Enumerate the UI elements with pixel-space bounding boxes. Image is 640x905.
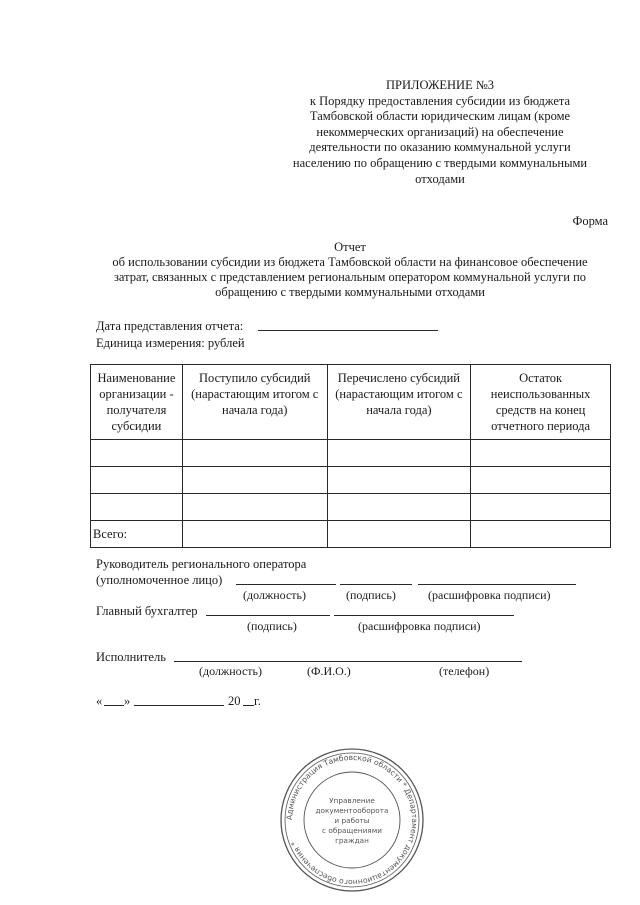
date-open-quote: « (96, 694, 103, 708)
table-cell[interactable] (91, 440, 183, 467)
accountant-caption-decoding: (расшифровка подписи) (358, 619, 481, 633)
head-signature-field[interactable] (340, 584, 412, 585)
header-transferred: Перечислено субсидий (нарастающим итогом с начала года) (327, 365, 471, 440)
appendix-line: к Порядку предоставления субсидии из бюджета (309, 93, 571, 108)
date-close-quote: » (124, 694, 131, 708)
header-organization: Наименование организации - получателя субсидии (91, 365, 183, 440)
appendix-header (290, 78, 590, 187)
table-cell[interactable] (91, 467, 183, 494)
svg-text:документооборота: документооборота (315, 806, 389, 815)
report-date-field[interactable] (258, 330, 438, 331)
head-caption-decoding: (расшифровка подписи) (428, 588, 551, 602)
table-header-row (91, 365, 611, 440)
table-cell[interactable] (327, 467, 471, 494)
table-cell[interactable] (327, 494, 471, 521)
table-cell[interactable] (182, 494, 327, 521)
report-title-line: затрат, связанных с представлением региональным оператором коммунальной услуги по (113, 270, 587, 284)
date-year-field[interactable] (243, 705, 254, 706)
total-cell[interactable] (182, 521, 327, 548)
appendix-line: отходами (415, 171, 465, 186)
accountant-label: Главный бухгалтер (96, 604, 198, 618)
table-cell[interactable] (182, 467, 327, 494)
table-total-row (91, 521, 611, 548)
report-date-label: Дата представления отчета: (96, 319, 244, 333)
head-caption-position: (должность) (243, 588, 306, 602)
report-title-line: об использовании субсидии из бюджета Тамбовской области на финансовое обеспечение (112, 255, 588, 269)
total-cell[interactable] (327, 521, 471, 548)
total-cell[interactable] (471, 521, 611, 548)
table-cell[interactable] (327, 440, 471, 467)
stamp-ring-text: Администрация Тамбовской области * Департамент документационного обеспечения * (284, 752, 420, 888)
table-cell[interactable] (91, 494, 183, 521)
appendix-line: деятельности по оказанию коммунальной услуги (309, 140, 571, 155)
table-row (91, 494, 611, 521)
form-label: Форма (572, 214, 608, 228)
executor-label: Исполнитель (96, 650, 166, 664)
appendix-line: Тамбовской области юридическим лицам (кроме (309, 109, 571, 124)
report-title-line: обращению с твердыми коммунальными отходами (215, 285, 485, 299)
table-cell[interactable] (182, 440, 327, 467)
svg-text:Управление: Управление (329, 796, 375, 805)
table-cell[interactable] (471, 467, 611, 494)
header-balance: Остаток неиспользованных средств на конец отчетного периода (471, 365, 611, 440)
head-decoding-field[interactable] (418, 584, 576, 585)
date-month-field[interactable] (134, 705, 224, 706)
official-stamp (277, 745, 427, 895)
accountant-signature-field[interactable] (206, 615, 330, 616)
table-row (91, 440, 611, 467)
report-heading: Отчет (334, 240, 366, 254)
table-row (91, 467, 611, 494)
report-table (90, 364, 611, 548)
total-label: Всего: (91, 521, 183, 548)
svg-text:с обращениями: с обращениями (322, 826, 382, 835)
date-day-field[interactable] (104, 705, 124, 706)
report-title (90, 240, 610, 300)
executor-caption-position: (должность) (199, 664, 262, 678)
date-year-suffix: г. (254, 694, 261, 708)
svg-text:граждан: граждан (335, 836, 369, 845)
appendix-line: ПРИЛОЖЕНИЕ №3 (385, 78, 495, 92)
executor-caption-name: (Ф.И.О.) (307, 664, 351, 678)
appendix-line: некоммерческих организаций) на обеспечение (316, 124, 564, 139)
unit-label: Единица измерения: рублей (96, 336, 245, 350)
header-received: Поступило субсидий (нарастающим итогом с начала года) (182, 365, 327, 440)
table-cell[interactable] (471, 440, 611, 467)
executor-caption-phone: (телефон) (439, 664, 490, 678)
head-title-line1: Руководитель регионального оператора (96, 557, 307, 571)
accountant-decoding-field[interactable] (334, 615, 514, 616)
svg-text:и работы: и работы (334, 816, 370, 825)
accountant-caption-signature: (подпись) (247, 619, 297, 633)
head-title-line2: (уполномоченное лицо) (96, 573, 223, 587)
head-position-field[interactable] (236, 584, 336, 585)
stamp-center-text (316, 796, 389, 845)
appendix-line: населению по обращению с твердыми коммунальными (292, 155, 588, 170)
table-cell[interactable] (471, 494, 611, 521)
head-caption-signature: (подпись) (346, 588, 396, 602)
executor-field[interactable] (174, 661, 522, 662)
date-year-prefix: 20 (228, 694, 241, 708)
